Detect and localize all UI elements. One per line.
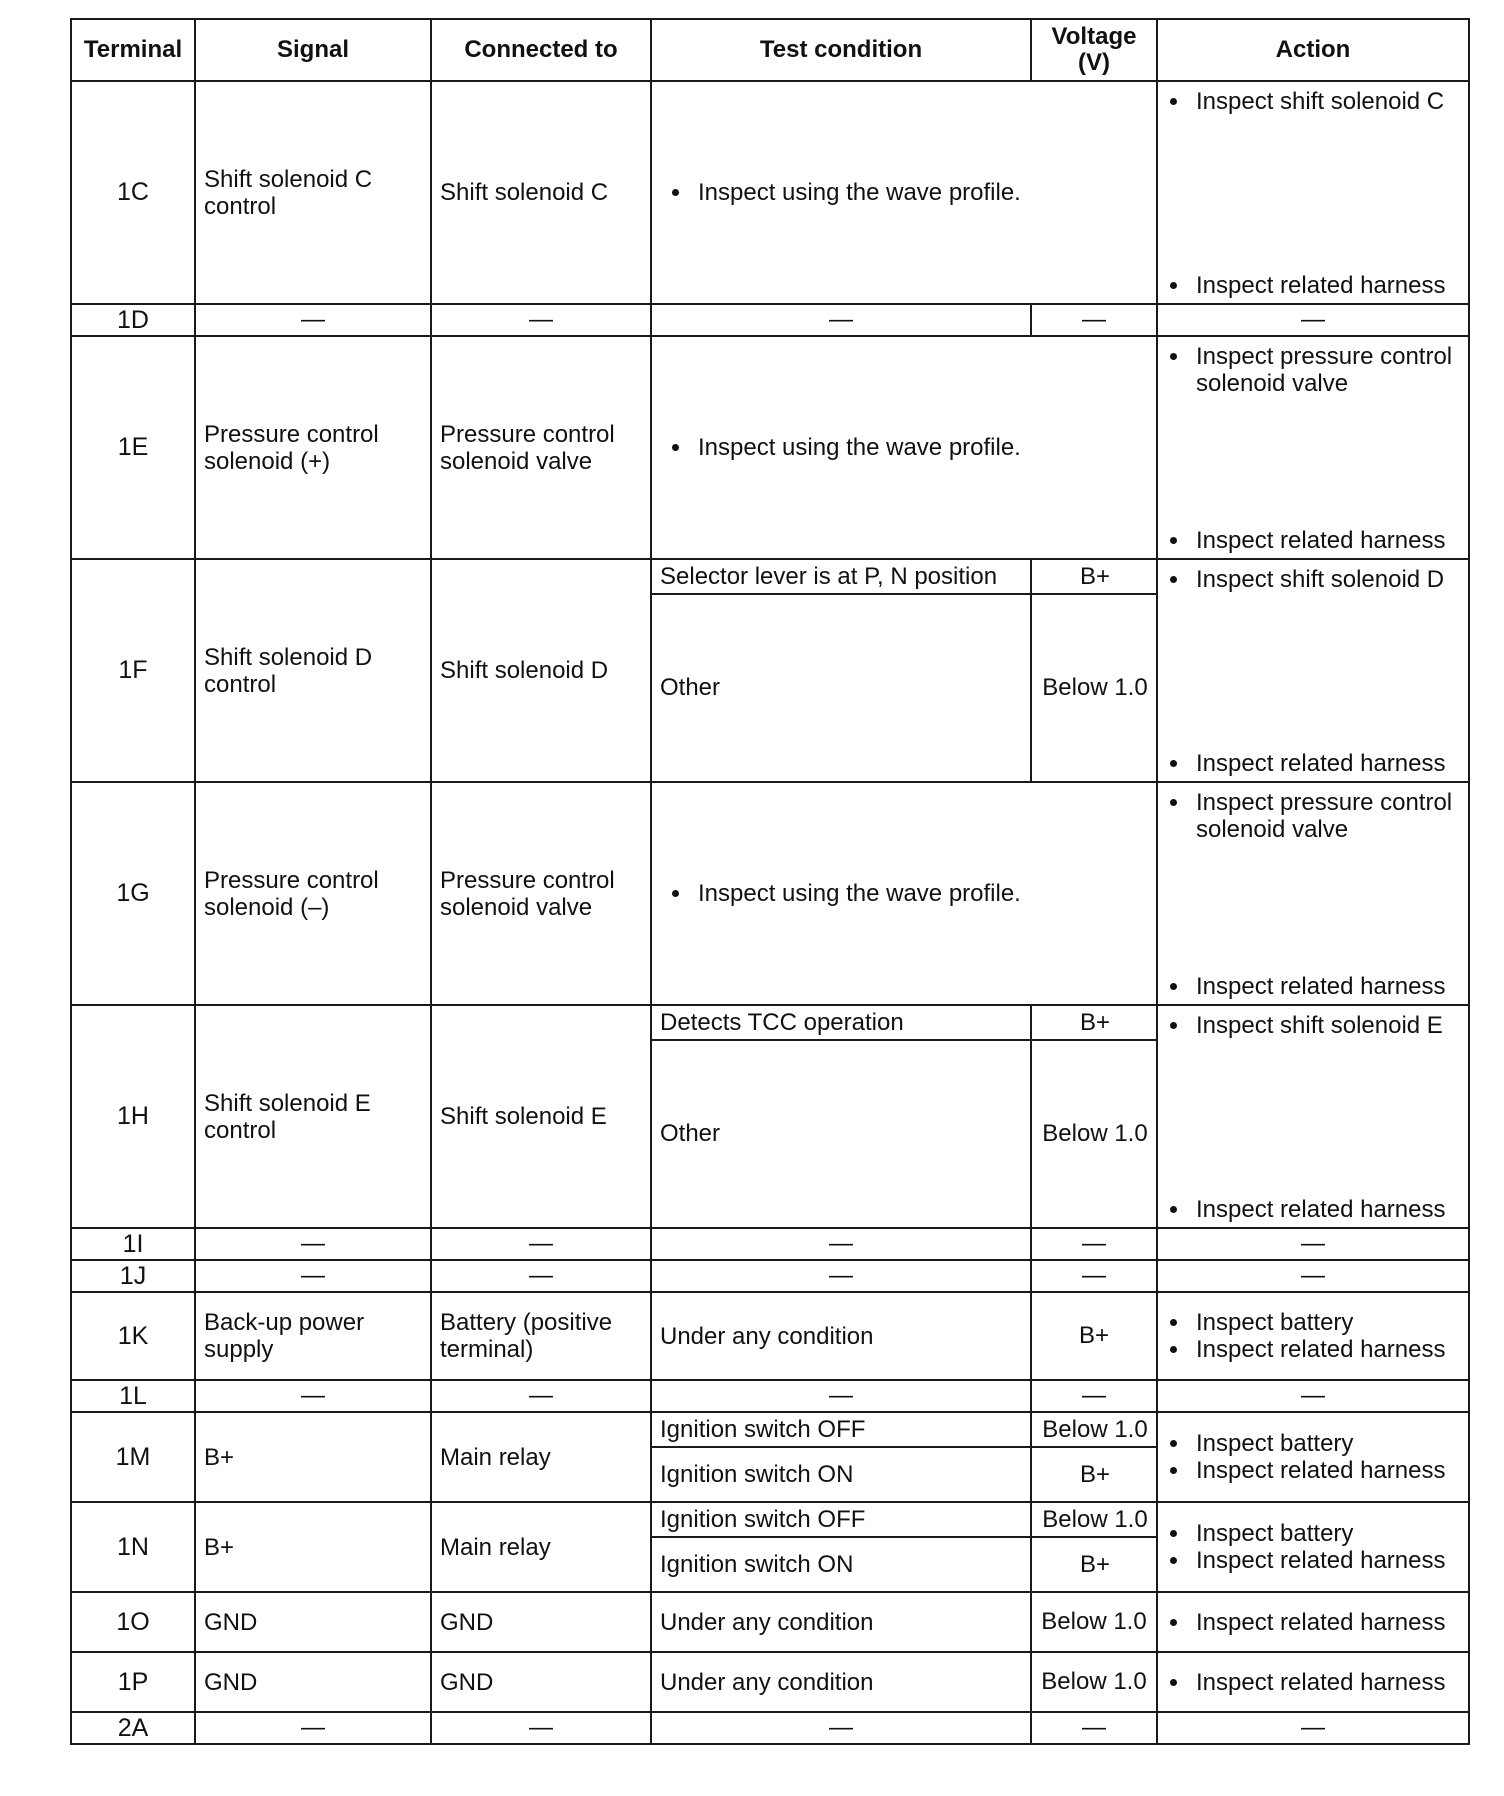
table-row	[71, 1412, 1469, 1502]
voltage-item: B+	[1032, 560, 1156, 594]
signal-cell: —	[195, 1260, 431, 1292]
terminal-cell: 1K	[71, 1292, 195, 1380]
signal-cell: B+	[195, 1412, 431, 1502]
spec-table	[70, 18, 1470, 1745]
table-row	[71, 1228, 1469, 1260]
signal-cell: —	[195, 1712, 431, 1744]
test-condition-item: Other	[660, 1120, 721, 1147]
signal-cell: B+	[195, 1502, 431, 1592]
test-condition-cell	[651, 782, 1157, 1005]
table-row	[71, 1592, 1469, 1652]
signal-cell: —	[195, 1380, 431, 1412]
connected-cell: Main relay	[431, 1412, 651, 1502]
test-bullet: Inspect using the wave profile.	[652, 434, 1156, 461]
test-condition-item: Ignition switch OFF	[652, 1503, 1030, 1537]
table-row	[71, 304, 1469, 336]
table-row	[71, 1502, 1469, 1592]
action-cell: —	[1157, 1712, 1469, 1744]
signal-cell: Back-up power supply	[195, 1292, 431, 1380]
header-voltage: Voltage (V)	[1031, 19, 1157, 81]
table-row	[71, 782, 1469, 1005]
signal-cell: Shift solenoid E control	[195, 1005, 431, 1228]
table-row	[71, 1005, 1469, 1228]
header-row	[71, 19, 1469, 81]
action-cell	[1157, 1652, 1469, 1712]
action-item: Inspect related harness	[1158, 1669, 1468, 1696]
test-condition-cell	[651, 336, 1157, 559]
action-item: Inspect related harness	[1158, 1547, 1468, 1574]
test-condition-item: Other	[660, 674, 721, 701]
action-cell: —	[1157, 1228, 1469, 1260]
action-cell: —	[1157, 304, 1469, 336]
terminal-cell: 1I	[71, 1228, 195, 1260]
table-row	[71, 1712, 1469, 1744]
action-item: Inspect related harness	[1158, 527, 1464, 554]
action-item: Inspect related harness	[1158, 1457, 1468, 1484]
connected-cell: —	[431, 304, 651, 336]
action-item: Inspect battery	[1158, 1309, 1468, 1336]
action-item: Inspect shift solenoid D	[1158, 566, 1464, 593]
test-condition-item: Ignition switch ON	[660, 1460, 854, 1488]
voltage-item: Below 1.0	[1032, 1413, 1156, 1447]
action-item: Inspect pressure control solenoid valve	[1158, 343, 1464, 397]
test-condition-cell	[651, 1502, 1031, 1592]
connected-cell: Shift solenoid D	[431, 559, 651, 782]
voltage-item: B+	[1079, 1550, 1111, 1578]
terminal-cell: 1E	[71, 336, 195, 559]
terminal-cell: 2A	[71, 1712, 195, 1744]
test-condition-cell: Under any condition	[651, 1652, 1031, 1712]
header-signal: Signal	[195, 19, 431, 81]
action-item: Inspect shift solenoid E	[1158, 1012, 1464, 1039]
table-row	[71, 559, 1469, 782]
table-row	[71, 1292, 1469, 1380]
test-condition-cell	[651, 1412, 1031, 1502]
terminal-cell: 1D	[71, 304, 195, 336]
signal-cell: GND	[195, 1592, 431, 1652]
terminal-cell: 1N	[71, 1502, 195, 1592]
voltage-cell	[1031, 1005, 1157, 1228]
voltage-cell: —	[1031, 1380, 1157, 1412]
header-connected-to: Connected to	[431, 19, 651, 81]
connected-cell: —	[431, 1712, 651, 1744]
test-bullet: Inspect using the wave profile.	[652, 179, 1156, 206]
terminal-cell: 1M	[71, 1412, 195, 1502]
action-cell: —	[1157, 1260, 1469, 1292]
action-cell: —	[1157, 1380, 1469, 1412]
voltage-item: Below 1.0	[1032, 1503, 1156, 1537]
header-action: Action	[1157, 19, 1469, 81]
voltage-item: B+	[1032, 1006, 1156, 1040]
voltage-cell	[1031, 559, 1157, 782]
action-item: Inspect related harness	[1158, 1336, 1468, 1363]
test-condition-cell: —	[651, 1712, 1031, 1744]
action-cell	[1157, 782, 1469, 1005]
connected-cell: Battery (positive terminal)	[431, 1292, 651, 1380]
connected-cell: Main relay	[431, 1502, 651, 1592]
action-item: Inspect related harness	[1158, 272, 1464, 299]
connected-cell: Shift solenoid E	[431, 1005, 651, 1228]
voltage-cell: —	[1031, 1228, 1157, 1260]
action-cell	[1157, 81, 1469, 304]
signal-cell: Shift solenoid D control	[195, 559, 431, 782]
test-condition-item: Detects TCC operation	[652, 1006, 1030, 1040]
signal-cell: Pressure control solenoid (–)	[195, 782, 431, 1005]
header-terminal: Terminal	[71, 19, 195, 81]
signal-cell: Shift solenoid C control	[195, 81, 431, 304]
test-condition-cell: Under any condition	[651, 1292, 1031, 1380]
voltage-cell: —	[1031, 304, 1157, 336]
test-condition-cell	[651, 1005, 1031, 1228]
action-cell	[1157, 336, 1469, 559]
action-item: Inspect battery	[1158, 1520, 1468, 1547]
test-condition-cell: —	[651, 1260, 1031, 1292]
voltage-item: Below 1.0	[1042, 674, 1148, 701]
voltage-cell: Below 1.0	[1031, 1592, 1157, 1652]
signal-cell: Pressure control solenoid (+)	[195, 336, 431, 559]
voltage-cell: B+	[1031, 1292, 1157, 1380]
header-test-condition: Test condition	[651, 19, 1031, 81]
action-item: Inspect battery	[1158, 1430, 1468, 1457]
terminal-cell: 1H	[71, 1005, 195, 1228]
test-condition-item: Selector lever is at P, N position	[652, 560, 1030, 594]
terminal-cell: 1P	[71, 1652, 195, 1712]
table-row	[71, 1652, 1469, 1712]
test-condition-cell	[651, 81, 1157, 304]
voltage-item: Below 1.0	[1042, 1120, 1148, 1147]
table-row	[71, 1380, 1469, 1412]
action-item: Inspect pressure control solenoid valve	[1158, 789, 1464, 843]
table-row	[71, 336, 1469, 559]
action-cell	[1157, 1412, 1469, 1502]
action-cell	[1157, 1005, 1469, 1228]
connected-cell: —	[431, 1380, 651, 1412]
test-condition-cell: —	[651, 1380, 1031, 1412]
test-condition-cell: —	[651, 304, 1031, 336]
test-condition-cell	[651, 559, 1031, 782]
test-condition-item: Ignition switch ON	[660, 1550, 854, 1578]
action-cell	[1157, 1502, 1469, 1592]
test-condition-cell: Under any condition	[651, 1592, 1031, 1652]
table-row	[71, 1260, 1469, 1292]
terminal-cell: 1J	[71, 1260, 195, 1292]
signal-cell: GND	[195, 1652, 431, 1712]
action-item: Inspect shift solenoid C	[1158, 88, 1464, 115]
table-row	[71, 81, 1469, 304]
connected-cell: —	[431, 1228, 651, 1260]
action-item: Inspect related harness	[1158, 973, 1464, 1000]
connected-cell: GND	[431, 1652, 651, 1712]
voltage-cell: —	[1031, 1260, 1157, 1292]
signal-cell: —	[195, 304, 431, 336]
connected-cell: —	[431, 1260, 651, 1292]
voltage-cell	[1031, 1412, 1157, 1502]
action-item: Inspect related harness	[1158, 750, 1464, 777]
terminal-cell: 1L	[71, 1380, 195, 1412]
voltage-item: B+	[1079, 1460, 1111, 1488]
voltage-cell: Below 1.0	[1031, 1652, 1157, 1712]
voltage-cell: —	[1031, 1712, 1157, 1744]
action-item: Inspect related harness	[1158, 1196, 1464, 1223]
terminal-cell: 1G	[71, 782, 195, 1005]
action-cell	[1157, 1592, 1469, 1652]
terminal-cell: 1O	[71, 1592, 195, 1652]
terminal-voltage-table	[70, 18, 1468, 1745]
connected-cell: Shift solenoid C	[431, 81, 651, 304]
connected-cell: Pressure control solenoid valve	[431, 782, 651, 1005]
test-bullet: Inspect using the wave profile.	[652, 880, 1156, 907]
action-cell	[1157, 559, 1469, 782]
test-condition-item: Ignition switch OFF	[652, 1413, 1030, 1447]
signal-cell: —	[195, 1228, 431, 1260]
connected-cell: Pressure control solenoid valve	[431, 336, 651, 559]
action-cell	[1157, 1292, 1469, 1380]
connected-cell: GND	[431, 1592, 651, 1652]
test-condition-cell: —	[651, 1228, 1031, 1260]
action-item: Inspect related harness	[1158, 1609, 1468, 1636]
terminal-cell: 1F	[71, 559, 195, 782]
terminal-cell: 1C	[71, 81, 195, 304]
voltage-cell	[1031, 1502, 1157, 1592]
